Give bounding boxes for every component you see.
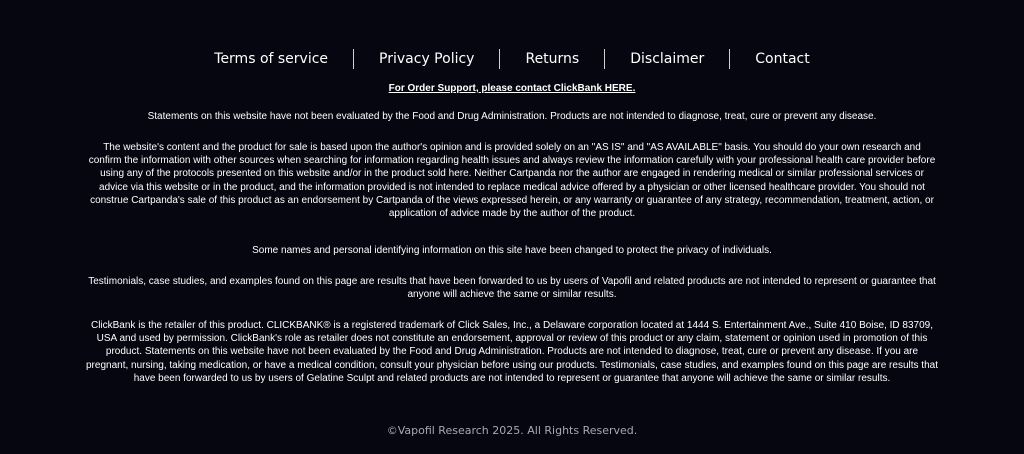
nav-link-contact[interactable]: Contact — [755, 51, 810, 67]
nav-link-returns[interactable]: Returns — [525, 51, 580, 67]
nav-link-privacy-policy[interactable]: Privacy Policy — [379, 51, 475, 67]
nav-link-terms-of-service[interactable]: Terms of service — [214, 51, 329, 67]
order-support-link[interactable]: For Order Support, please contact ClickBank HERE. — [388, 83, 636, 94]
testimonials-disclaimer: Testimonials, case studies, and examples found on this page are results that have been forwarded to us by users of Vapofil and related products are not intended to represent or guarantee that anyone will achieve the same or similar results. — [88, 276, 936, 301]
copyright-notice: ©Vapofil Research 2025. All Rights Reserved. — [386, 424, 638, 437]
nav-link-disclaimer[interactable]: Disclaimer — [630, 51, 705, 67]
order-support — [0, 82, 1024, 96]
footer-nav — [0, 48, 1024, 70]
privacy-notice: Some names and personal identifying information on this site have been changed to protect the privacy of individuals. — [252, 245, 772, 256]
clickbank-disclaimer: ClickBank is the retailer of this product. CLICKBANK® is a registered trademark of Click Sales, Inc., a Delaware corporation located at 1444 S. Entertainment Ave., Suite 410 Boise, ID 83709, USA and used by permission. ClickBank's role as retailer does not constitute an endorsement, approval or review of this product or any claim, statement or opinion used in promotion of this product. Statements on this website have not been evaluated by the Food and Drug Administration. Products are not intended to diagnose, treat, cure or prevent any disease. If you are pregnant, nursing, taking medication, or have a medical condition, consult your physician before using our products. Testimonials, case studies, and examples found on this page are results that have been forwarded to us by users of Gelatine Sculpt and related products are not intended to represent or guarantee that anyone will achieve the same or similar results. — [86, 320, 938, 384]
content-disclaimer: The website's content and the product for sale is based upon the author's opinion and is provided solely on an "AS IS" and "AS AVAILABLE" basis. You should do your own research and confirm the information with other sources when searching for information regarding health issues and always review the information carefully with your professional health care provider before using any of the protocols presented on this website and/or in the product sold here. Neither Cartpanda nor the author are engaged in rendering medical or similar professional services or advice via this website or in the product, and the information provided is not intended to replace medical advice offered by a physician or other licensed healthcare provider. You should not construe Cartpanda's sale of this product as an endorsement by Cartpanda of the views expressed herein, or any warranty or guarantee of any strategy, recommendation, treatment, action, or application of advice made by the author of the product. — [88, 142, 936, 220]
fda-disclaimer: Statements on this website have not been evaluated by the Food and Drug Administration. Products are not intended to diagnose, treat, cure or prevent any disease. — [147, 111, 877, 122]
